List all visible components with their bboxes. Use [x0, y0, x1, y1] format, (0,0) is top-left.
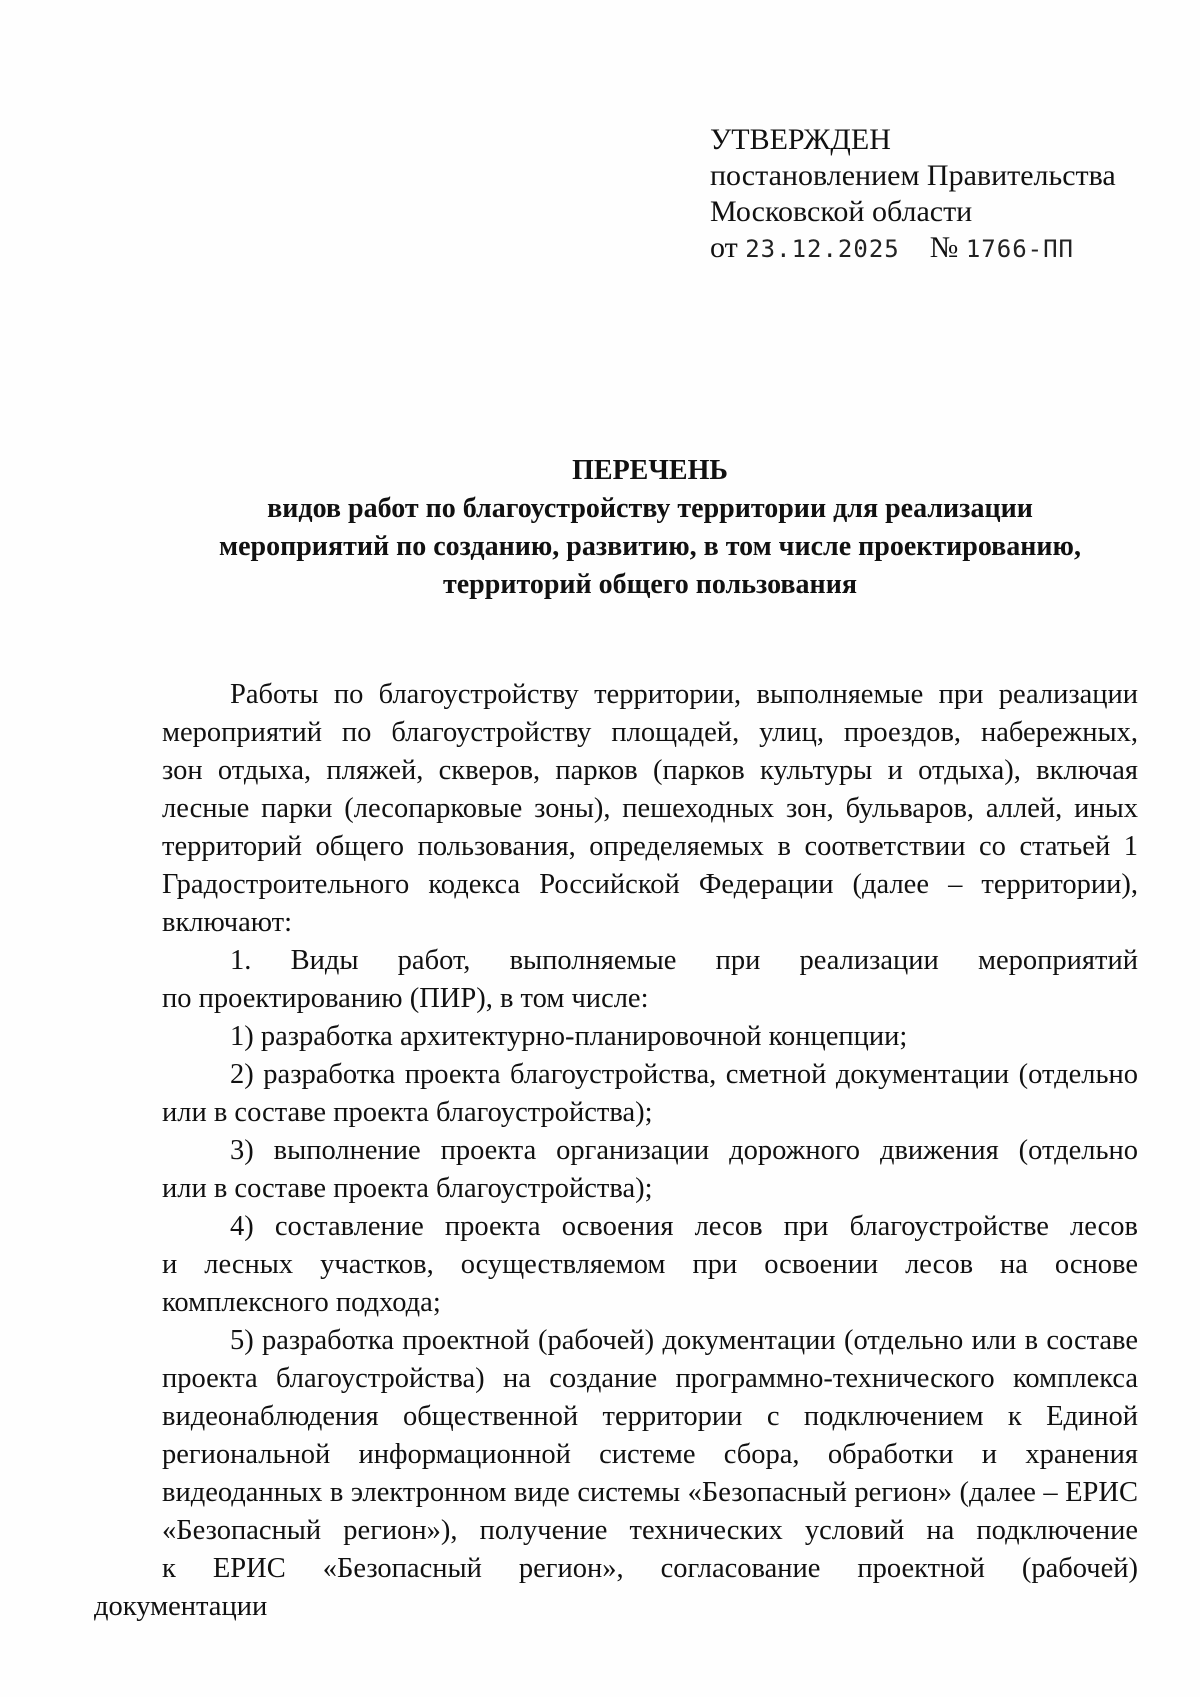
- body-line: лесные парки (лесопарковые зоны), пешеходных зон, бульваров, аллей, иных: [162, 793, 1138, 824]
- approval-authority: постановлением Правительства: [710, 159, 1116, 192]
- approval-stamp: [710, 122, 1116, 267]
- approval-status: УТВЕРЖДЕН: [710, 123, 891, 156]
- approval-date-prefix: от: [710, 231, 738, 264]
- body-line: 2) разработка проекта благоустройства, сметной документации (отдельно: [230, 1059, 1138, 1090]
- body-line: 3) выполнение проекта организации дорожного движения (отдельно: [230, 1135, 1138, 1166]
- title-heading: ПЕРЕЧЕНЬ: [572, 455, 728, 486]
- body-line: 5) разработка проектной (рабочей) документации (отдельно или в составе: [230, 1325, 1138, 1356]
- body-paragraph: [162, 942, 1138, 1018]
- body-line: видеоданных в электронном виде системы «Безопасный регион» (далее – ЕРИС: [162, 1477, 1138, 1508]
- body-paragraph: [162, 1056, 1138, 1132]
- body-line: Работы по благоустройству территории, выполняемые при реализации: [230, 679, 1138, 710]
- body-line: комплексного подхода;: [162, 1287, 441, 1318]
- title-line-3: территорий общего пользования: [443, 569, 857, 600]
- body-line: 1) разработка архитектурно-планировочной концепции;: [230, 1021, 908, 1052]
- body-paragraph: [162, 676, 1138, 942]
- approval-number: 1766-ПП: [965, 235, 1074, 263]
- body-paragraph: [162, 1132, 1138, 1208]
- body-line: «Безопасный регион»), получение технических условий на подключение: [162, 1515, 1138, 1546]
- body-line: проекта благоустройства) на создание программно-технического комплекса: [162, 1363, 1138, 1394]
- approval-date-line: [710, 230, 1116, 267]
- body-line: зон отдыха, пляжей, скверов, парков (парков культуры и отдыха), включая: [162, 755, 1138, 786]
- title-line-2: мероприятий по созданию, развитию, в том числе проектированию,: [219, 531, 1081, 562]
- body-line: видеонаблюдения общественной территории с подключением к Единой: [162, 1401, 1138, 1432]
- title-line-1: видов работ по благоустройству территории для реализации: [267, 493, 1033, 524]
- body-line: Градостроительного кодекса Российской Федерации (далее – территории),: [162, 869, 1138, 900]
- body-paragraph: [162, 1208, 1138, 1322]
- body-paragraph: [94, 1322, 1138, 1626]
- document-title: [150, 452, 1150, 604]
- body-line: по проектированию (ПИР), в том числе:: [162, 983, 649, 1014]
- body-line: 1. Виды работ, выполняемые при реализации мероприятий: [230, 945, 1138, 976]
- body-line: 4) составление проекта освоения лесов при благоустройстве лесов: [230, 1211, 1138, 1242]
- approval-date: 23.12.2025: [745, 235, 900, 263]
- body-line: включают:: [162, 907, 293, 938]
- approval-region: Московской области: [710, 195, 973, 228]
- body-line: территорий общего пользования, определяемых в соответствии со статьей 1: [162, 831, 1138, 862]
- body-line: региональной информационной системе сбора, обработки и хранения: [162, 1439, 1138, 1470]
- body-line: или в составе проекта благоустройства);: [162, 1097, 653, 1128]
- body-paragraph: [162, 1018, 1138, 1056]
- body-line: к ЕРИС «Безопасный регион», согласование проектной (рабочей) документации: [94, 1553, 1138, 1622]
- approval-number-label: №: [929, 231, 959, 264]
- document-body: [94, 676, 1138, 1626]
- body-line: или в составе проекта благоустройства);: [162, 1173, 653, 1204]
- body-line: и лесных участков, осуществляемом при освоении лесов на основе: [162, 1249, 1138, 1280]
- body-line: мероприятий по благоустройству площадей, улиц, проездов, набережных,: [162, 717, 1138, 748]
